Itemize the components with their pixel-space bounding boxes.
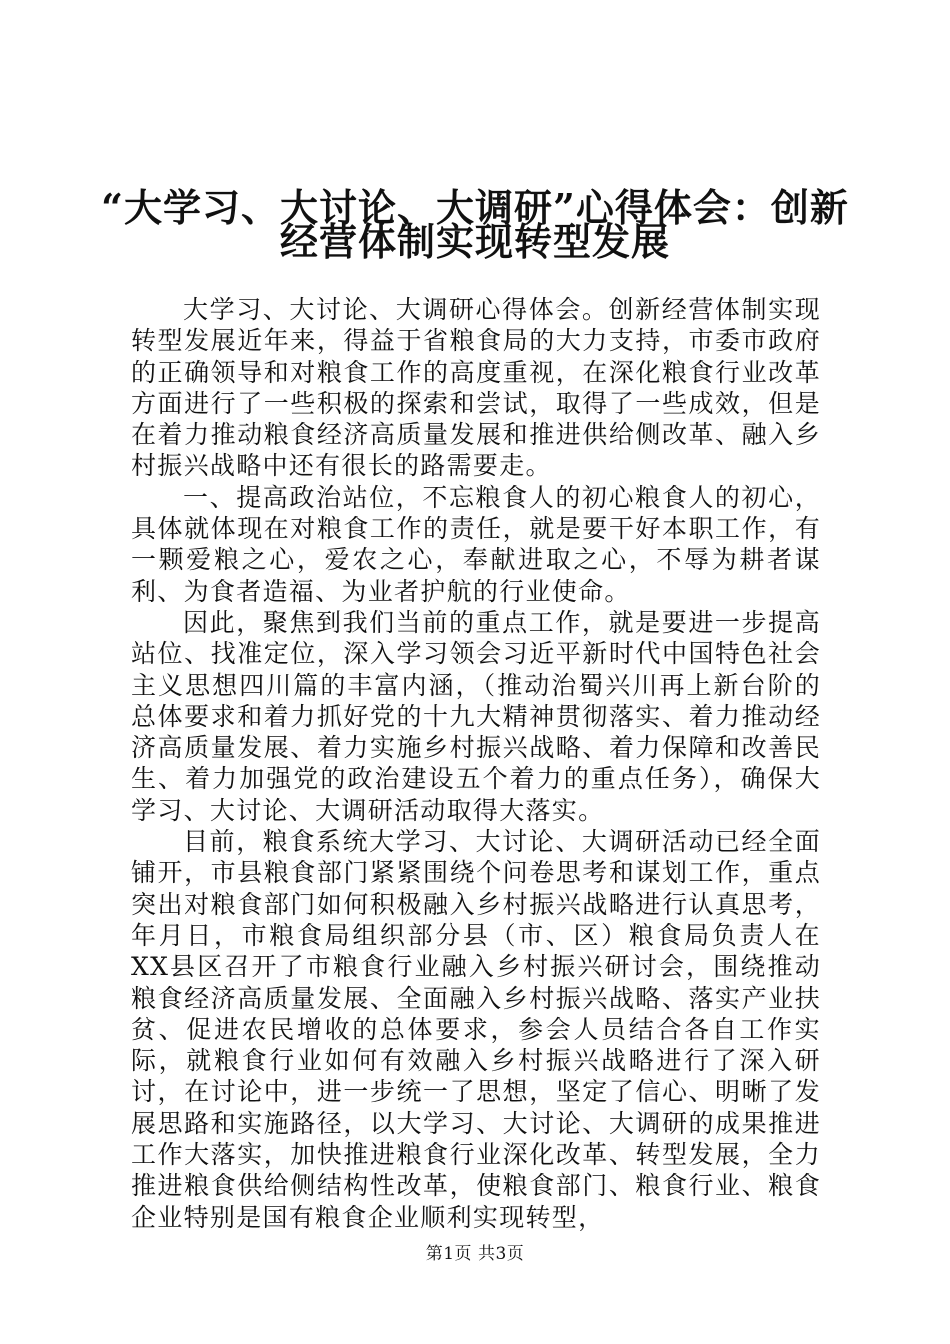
document-body [131,294,821,1233]
paragraph-2: 一、提高政治站位，不忘粮食人的初心粮食人的初心，具体就体现在对粮食工作的责任，就是要干好本职工作，有一颗爱粮之心，爱农之心，奉献进取之心，不辱为耕者谋利、为食者造福、为业者护航的行业使命。 [131,482,821,606]
document-title-line-1: “大学习、大讨论、大调研”心得体会：创新 [101,185,849,230]
paragraph-3: 因此，聚焦到我们当前的重点工作，就是要进一步提高站位、找准定位，深入学习领会习近平新时代中国特色社会主义思想四川篇的丰富内涵，（推动治蜀兴川再上新台阶的总体要求和着力抓好党的十九大精神贯彻落实、着力推动经济高质量发展、着力实施乡村振兴战略、着力保障和改善民生、着力加强党的政治建设五个着力的重点任务），确保大学习、大讨论、大调研活动取得大落实。 [131,607,821,825]
paragraph-1: 大学习、大讨论、大调研心得体会。创新经营体制实现转型发展近年来，得益于省粮食局的大力支持，市委市政府的正确领导和对粮食工作的高度重视，在深化粮食行业改革方面进行了一些积极的探索和尝试，取得了一些成效，但是在着力推动粮食经济高质量发展和推进供给侧改革、融入乡村振兴战略中还有很长的路需要走。 [131,295,821,481]
document-title-line-2: 经营体制实现转型发展 [279,219,670,264]
page-number-footer: 第1页 共3页 [425,1244,525,1264]
paragraph-4: 目前，粮食系统大学习、大讨论、大调研活动已经全面铺开，市县粮食部门紧紧围绕个问卷思考和谋划工作，重点突出对粮食部门如何积极融入乡村振兴战略进行认真思考，年月日，市粮食局组织部分县（市、区）粮食局负责人在XX县区召开了市粮食行业融入乡村振兴研讨会，围绕推动粮食经济高质量发展、全面融入乡村振兴战略、落实产业扶贫、促进农民增收的总体要求，参会人员结合各自工作实际，就粮食行业如何有效融入乡村振兴战略进行了深入研讨，在讨论中，进一步统一了思想，坚定了信心、明晰了发展思路和实施路径，以大学习、大讨论、大调研的成果推进工作大落实，加快推进粮食行业深化改革、转型发展，全力推进粮食供给侧结构性改革，使粮食部门、粮食行业、粮食企业特别是国有粮食企业顺利实现转型， [131,827,821,1232]
